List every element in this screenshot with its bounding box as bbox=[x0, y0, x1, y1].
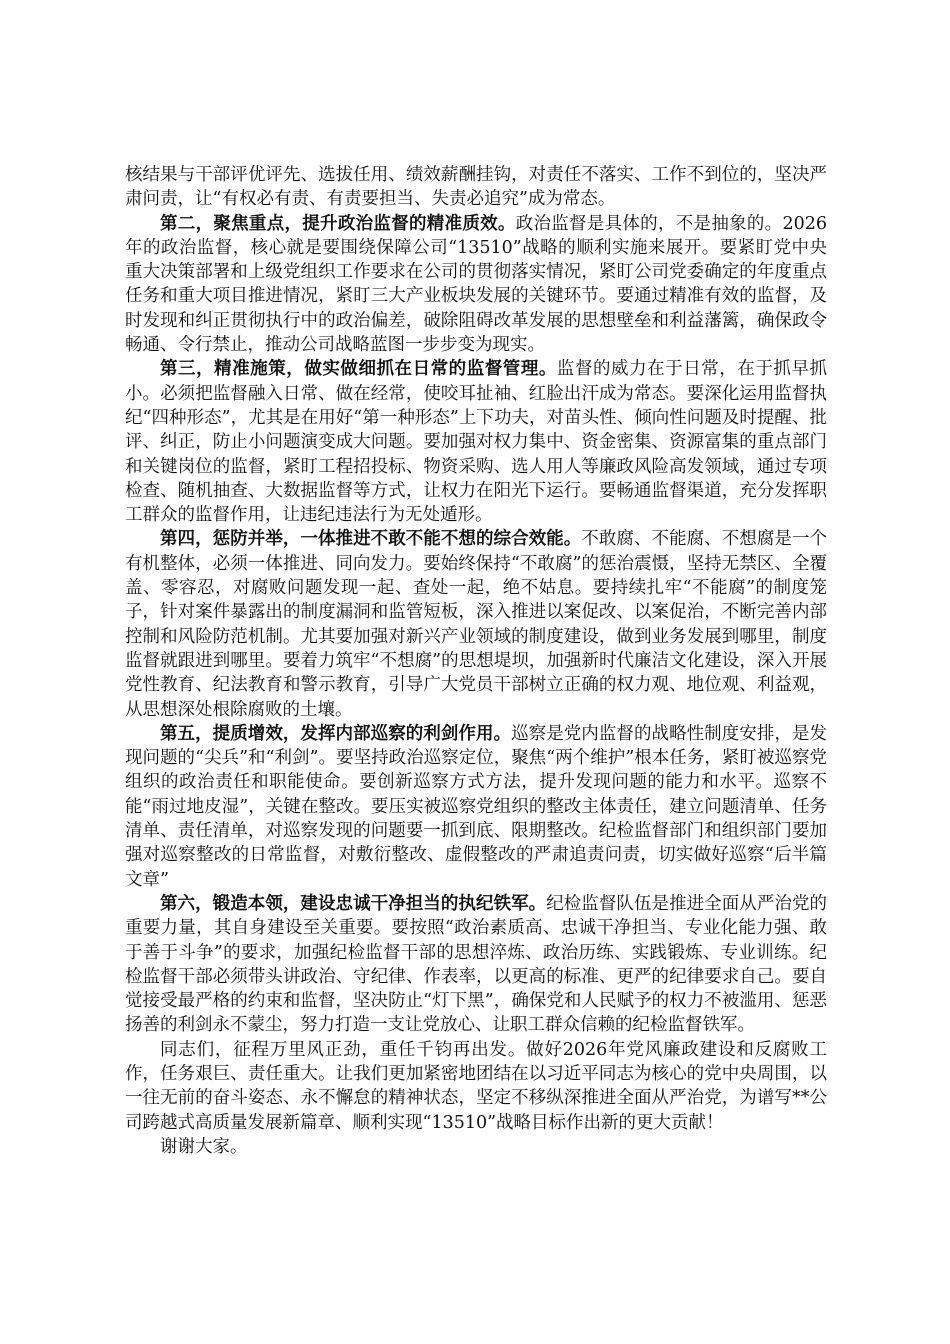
paragraph-text: 纪检监督队伍是推进全面从严治党的重要力量，其自身建设至关重要。要按照“政治素质高、忠诚干净担当、专业化能力强、敢于善于斗争”的要求，加强纪检监督干部的思想淬炼、政治历练、实践锻炼、专业训练。纪检监督干部必须带头讲政治、守纪律、作表率，以更高的标准、更严的纪律要求自己。要自觉接受最严格的约束和监督，坚决防止“灯下黑”，确保党和人民赋予的权力不被滥用、惩恶扬善的利剑永不蒙尘，努力打造一支让党放心、让职工群众信赖的纪检监督铁军。 bbox=[125, 893, 827, 1036]
paragraph-point-two bbox=[125, 212, 827, 358]
paragraph-thanks bbox=[125, 1135, 827, 1159]
paragraph-text: 同志们，征程万里风正劲，重任千钧再出发。做好2026年党风廉政建设和反腐败工作，任务艰巨、责任重大。让我们更加紧密地团结在以习近平同志为核心的党中央周围，以一往无前的奋斗姿态、永不懈怠的精神状态，坚定不移纵深推进全面从严治党，为谱写**公司跨越式高质量发展新篇章、顺利实现“13510”战略目标作出新的更大贡献！ bbox=[125, 1039, 827, 1133]
paragraph-text: 政治监督是具体的，不是抽象的。2026年的政治监督，核心就是要围绕保障公司“13510”战略的顺利实施来展开。要紧盯党中央重大决策部署和上级党组织工作要求在公司的贯彻落实情况，紧盯公司党委确定的年度重点任务和重大项目推进情况，紧盯三大产业板块发展的关键环节。要通过精准有效的监督，及时发现和纠正贯彻执行中的政治偏差，破除阻碍改革发展的思想壁垒和利益藩篱，确保政令畅通、令行禁止，推动公司战略蓝图一步步变为现实。 bbox=[125, 213, 827, 356]
paragraph-point-five bbox=[125, 722, 827, 892]
paragraph-lead: 第二，聚焦重点，提升政治监督的精准质效。 bbox=[160, 213, 516, 234]
paragraph-lead: 第六，锻造本领，建设忠诚干净担当的执纪铁军。 bbox=[160, 893, 547, 914]
paragraph-lead: 第五，提质增效，发挥内部巡察的利剑作用。 bbox=[160, 723, 512, 744]
paragraph-text: 不敢腐、不能腐、不想腐是一个有机整体，必须一体推进、同向发力。要始终保持“不敢腐”的惩治震慑，坚持无禁区、全覆盖、零容忍，对腐败问题发现一起、查处一起，绝不姑息。要持续扎牢“不能腐”的制度笼子，针对案件暴露出的制度漏洞和监管短板，深入推进以案促改、以案促治，不断完善内部控制和风险防范机制。尤其要加强对新兴产业领域的制度建设，做到业务发展到哪里，制度监督就跟进到哪里。要着力筑牢“不想腐”的思想堤坝，加强新时代廉洁文化建设，深入开展党性教育、纪法教育和警示教育，引导广大党员干部树立正确的权力观、地位观、利益观，从思想深处根除腐败的土壤。 bbox=[125, 529, 827, 720]
paragraph-text: 监督的威力在于日常，在于抓早抓小。必须把监督融入日常、做在经常，使咬耳扯袖、红脸出汗成为常态。要深化运用监督执纪“四种形态”，尤其是在用好“第一种形态”上下功夫，对苗头性、倾向性问题及时提醒、批评、纠正，防止小问题演变成大问题。要加强对权力集中、资金密集、资源富集的重点部门和关键岗位的监督，紧盯工程招投标、物资采购、选人用人等廉政风险高发领域，通过专项检查、随机抽查、大数据监督等方式，让权力在阳光下运行。要畅通监督渠道，充分发挥职工群众的监督作用，让违纪违法行为无处遁形。 bbox=[125, 359, 828, 526]
paragraph-text: 巡察是党内监督的战略性制度安排，是发现问题的“尖兵”和“利剑”。要坚持政治巡察定位，聚焦“两个维护”根本任务，紧盯被巡察党组织的政治责任和职能使命。要创新巡察方式方法，提升发现问题的能力和水平。巡察不能“雨过地皮湿”，关键在整改。要压实被巡察党组织的整改主体责任，建立问题清单、任务清单、责任清单，对巡察发现的问题要一抓到底、限期整改。纪检监督部门和组织部门要加强对巡察整改的日常监督，对敷衍整改、虚假整改的严肃追责问责，切实做好巡察“后半篇文章” bbox=[125, 723, 828, 890]
paragraph-text: 核结果与干部评优评先、选拔任用、绩效薪酬挂钩，对责任不落实、工作不到位的，坚决严肃问责，让“有权必有责、有责要担当、失责必追究”成为常态。 bbox=[125, 165, 827, 210]
paragraph-closing bbox=[125, 1038, 827, 1135]
paragraph-lead: 第三，精准施策，做实做细抓在日常的监督管理。 bbox=[160, 359, 557, 380]
paragraph-point-six bbox=[125, 892, 827, 1038]
paragraph-continuation bbox=[125, 163, 827, 212]
paragraph-text: 谢谢大家。 bbox=[160, 1136, 248, 1157]
paragraph-point-four bbox=[125, 527, 827, 721]
paragraph-lead: 第四，惩防并举，一体推进不敢不能不想的综合效能。 bbox=[160, 529, 582, 550]
paragraph-point-three bbox=[125, 357, 827, 527]
document-page bbox=[125, 163, 827, 1159]
